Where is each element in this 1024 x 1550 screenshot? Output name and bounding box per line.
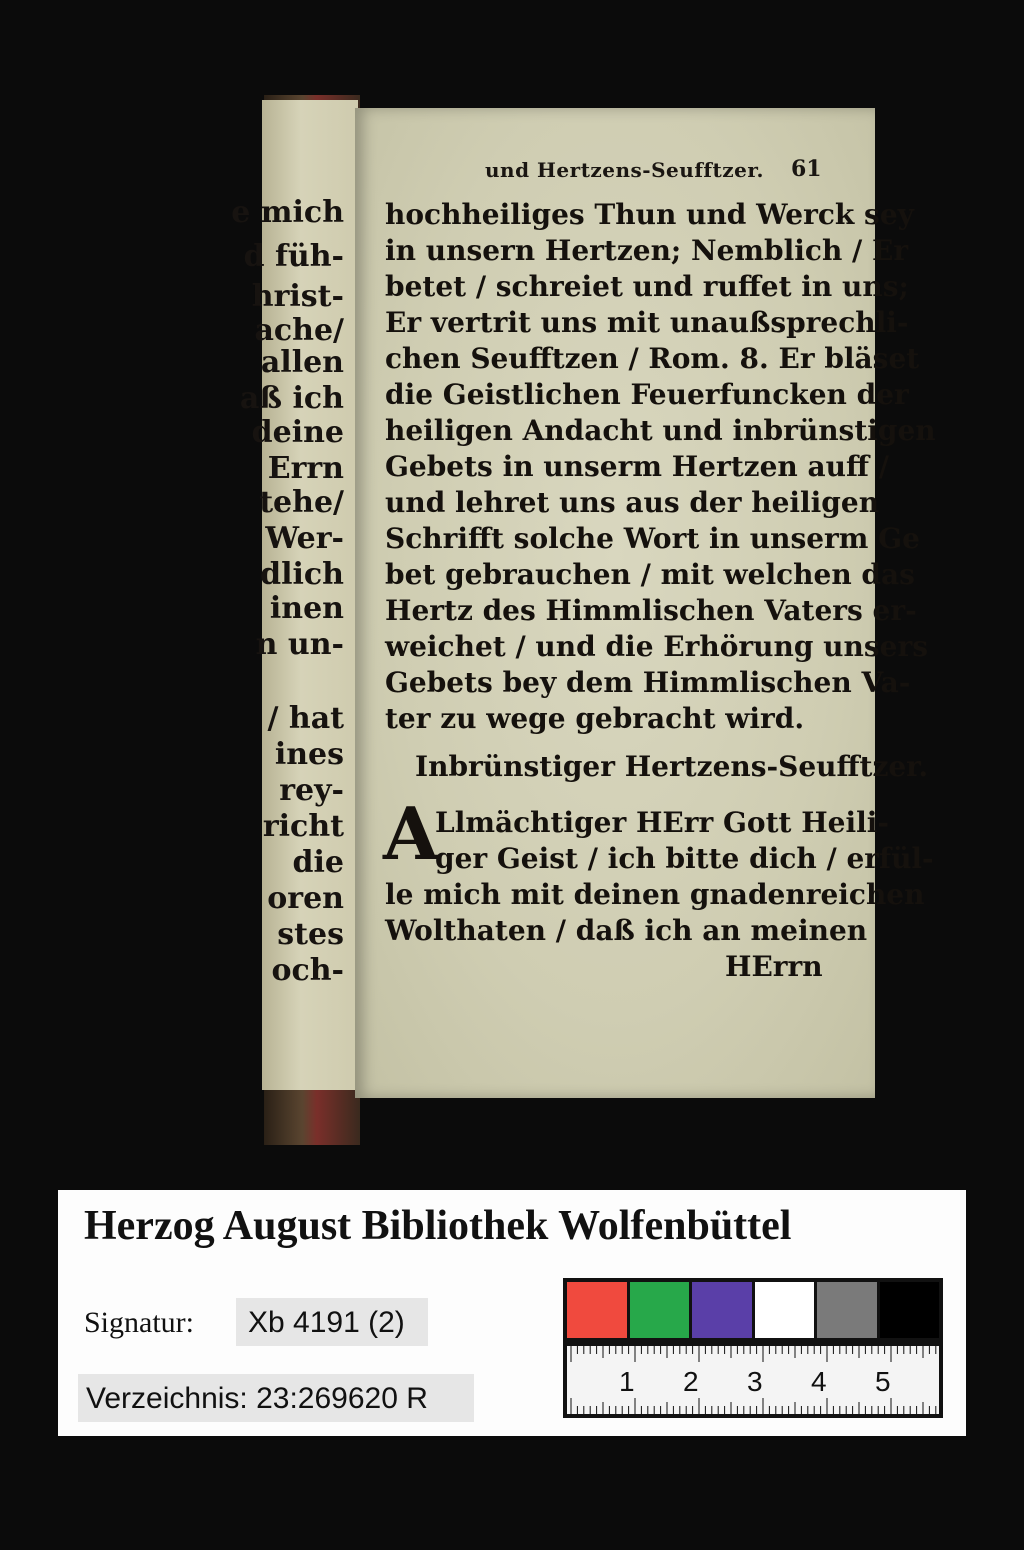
measurement-ruler	[563, 1342, 943, 1418]
body-line: betet / schreiet und ruffet in uns;	[385, 270, 909, 303]
body-line: die Geistlichen Feuerfuncken der	[385, 378, 909, 411]
drop-cap-initial: A	[383, 791, 439, 876]
page-number: 61	[791, 156, 822, 182]
left-page-line: och-	[271, 953, 344, 988]
signature-label: Signatur:	[84, 1306, 194, 1339]
color-swatch-green	[630, 1282, 690, 1338]
body-line: in unsern Hertzen; Nemblich / Er	[385, 234, 909, 267]
right-page	[355, 108, 936, 1098]
left-page-line: n un-	[255, 627, 344, 662]
left-page-line: deine	[251, 415, 344, 450]
left-page-line: e mich	[231, 195, 344, 230]
left-page-line: inen	[269, 591, 344, 626]
body-line: und lehret uns aus der heiligen	[385, 486, 880, 519]
prayer-heading: Inbrünstiger Hertzens-Seufftzer.	[415, 750, 929, 783]
left-page-line: tehe/	[259, 485, 344, 520]
prayer-line: ger Geist / ich bitte dich / erfül-	[435, 842, 934, 875]
prayer-line: le mich mit deinen gnadenreichen	[385, 878, 925, 911]
left-page-line: Errn	[267, 451, 344, 486]
body-line: Er vertrit uns mit unaußsprechli-	[385, 306, 909, 339]
ruler-number: 3	[747, 1366, 763, 1397]
body-line: Gebets in unserm Hertzen auff /	[385, 450, 889, 483]
library-label	[58, 1190, 966, 1436]
ruler-number: 4	[811, 1366, 827, 1397]
left-page	[231, 100, 358, 1090]
color-swatch-black	[880, 1282, 940, 1338]
running-head: und Hertzens-Seufftzer.	[485, 158, 765, 182]
body-line: chen Seufftzen / Rom. 8. Er bläset	[385, 342, 920, 375]
directory-text: Verzeichnis: 23:269620 R	[86, 1382, 428, 1415]
prayer-line: Wolthaten / daß ich an meinen	[385, 914, 868, 947]
body-line: ter zu wege gebracht wird.	[385, 702, 805, 735]
left-page-line: ache/	[254, 313, 344, 348]
left-page-line: die	[292, 845, 344, 880]
signature-value: Xb 4191 (2)	[248, 1306, 405, 1339]
left-page-line: hrist-	[251, 279, 344, 314]
left-page-line: d füh-	[243, 239, 344, 274]
body-line: Schrifft solche Wort in unserm Ge	[385, 522, 920, 555]
color-swatch-white	[755, 1282, 815, 1338]
library-title: Herzog August Bibliothek Wolfenbüttel	[84, 1203, 792, 1249]
prayer-line: Llmächtiger HErr Gott Heili-	[435, 806, 890, 839]
color-swatch-gray	[817, 1282, 877, 1338]
body-line: weichet / und die Erhörung unsers	[385, 630, 928, 663]
ruler-number: 2	[683, 1366, 699, 1397]
color-calibration-bar	[563, 1278, 943, 1342]
left-page-line: rey-	[279, 773, 344, 808]
catchword: HErrn	[725, 950, 823, 983]
left-page-line: dlich	[260, 557, 344, 592]
color-swatch-red	[567, 1282, 627, 1338]
left-page-line: Wer-	[265, 521, 344, 556]
left-page-line: richt	[262, 809, 344, 844]
left-page-line: / hat	[267, 701, 344, 736]
ruler-scale	[567, 1346, 939, 1414]
body-line: Hertz des Himmlischen Vaters er-	[385, 594, 917, 627]
body-line: hochheiliges Thun und Werck sey	[385, 198, 914, 231]
color-swatch-blue	[692, 1282, 752, 1338]
left-page-line: stes	[277, 917, 344, 952]
left-page-line: allen	[260, 345, 344, 380]
body-line: Gebets bey dem Himmlischen Va-	[385, 666, 911, 699]
body-line: bet gebrauchen / mit welchen das	[385, 558, 915, 591]
ruler-number: 5	[875, 1366, 891, 1397]
body-line: heiligen Andacht und inbrünstigen	[385, 414, 936, 447]
left-page-line: ines	[274, 737, 344, 772]
ruler-number: 1	[619, 1366, 635, 1397]
left-page-line: oren	[267, 881, 344, 916]
left-page-line: aß ich	[239, 381, 344, 416]
